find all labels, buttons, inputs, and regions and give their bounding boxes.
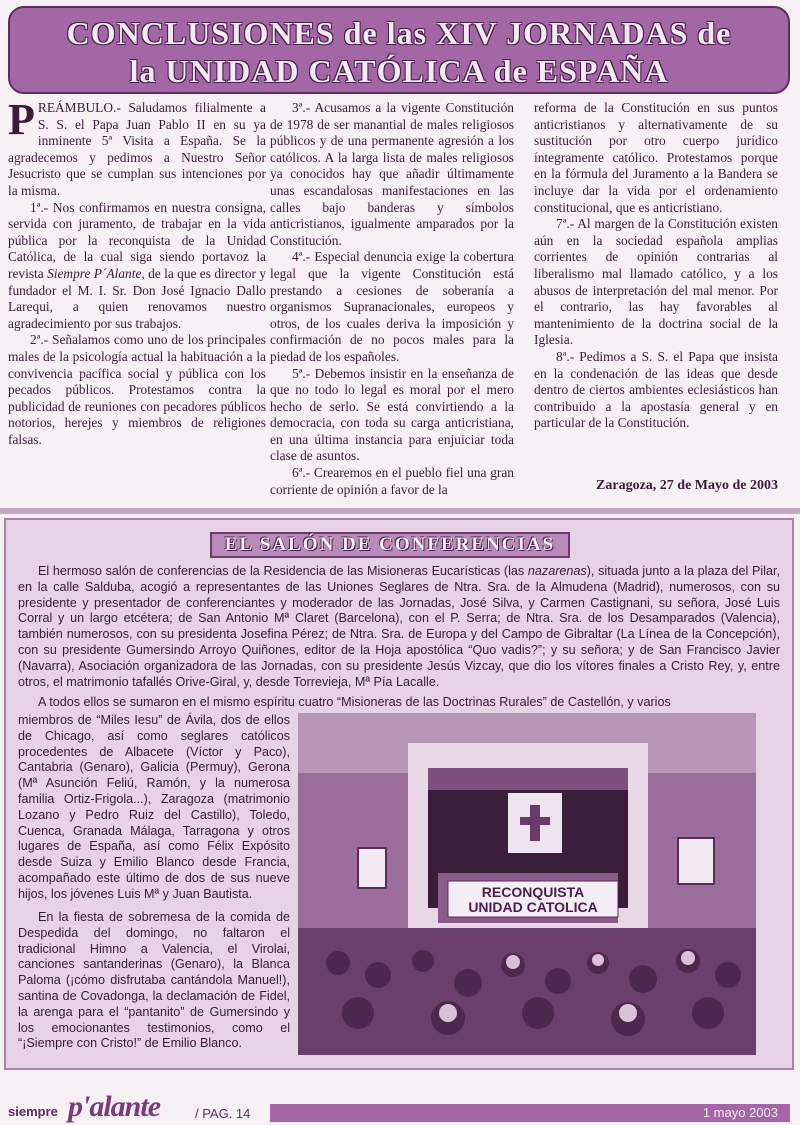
conclusion-2: 2ª.- Señalamos como uno de los principales males de la psicología actual la habituación a la convivencia pacífica social y pública con los pecados públicos. Protestamos contra la publicidad de reuniones con pecadores públicos notorios, herejes y miembros de religiones falsas. bbox=[8, 332, 266, 447]
salon-paragraph-2-lead: A todos ellos se sumaron en el mismo espíritu cuatro “Misioneras de las Doctrinas Rurales” de Castellón, y varios bbox=[38, 695, 671, 709]
article-column-2 bbox=[270, 100, 514, 498]
banner-text-1: RECONQUISTA bbox=[481, 884, 585, 900]
conclusion-4: 4ª.- Especial denuncia exige la cobertura legal que la vigente Constitución está prestando a cesiones de soberanía a organismos Supranacionales, europeos y otros, de los cuales deriva la imposición y confirmación de no pocos males para la piedad de los españoles. bbox=[270, 249, 514, 364]
preamble-paragraph: PREÁMBULO.- Saludamos filialmente a S. S. el Papa Juan Pablo II en su ya inminente 5ª Visita a España. Se la agradecemos y pedimos a Nuestro Señor Jesucristo que se cumplan sus intenciones por la misma. bbox=[8, 95, 266, 198]
headline-line-2: la UNIDAD CATÓLICA de ESPAÑA bbox=[129, 53, 669, 89]
salon-paragraph-2-cont: miembros de “Miles Iesu” de Ávila, dos de ellos de Chicago, así como seglares católicos procedentes de Albacete (Víctor y Paco), Cantabria (Genaro), Galicia (Permuy), Gerona (Mª Asunción Feliú, Ramón, y la numerosa familia Ortiz-Frigola...), Zaragoza (matrimonio Lozano y Pedro Ruiz del Castillo), Toledo, Cuenca, Granada Málaga, Tarragona y otros lugares de España, así como Félix Expósito desde Suiza y Emilio Blanco desde Francia, acompañado este último de dos de sus nueve hijos, los jóvenes Luis Mª y Juan Bautista. bbox=[18, 713, 290, 901]
conclusion-6-start: 6ª.- Crearemos en el pueblo fiel una gran corriente de opinión a favor de la bbox=[270, 465, 514, 497]
conclusion-3: 3ª.- Acusamos a la vigente Constitución de 1978 de ser manantial de males religiosos públicos y de una permanente agresión a los católicos. A la larga lista de males religiosos ya conocidos hay que añadir últimamente unas escandalosas manifestaciones en las calles bajo banderas y símbolos anticristianos, igualmente amparados por la Constitución. bbox=[270, 100, 514, 248]
headline-line-1: CONCLUSIONES de las XIV JORNADAS de bbox=[66, 15, 732, 51]
headline-banner bbox=[8, 6, 790, 94]
banner-text-2: UNIDAD CATOLICA bbox=[468, 899, 598, 915]
conclusion-5: 5ª.- Debemos insistir en la enseñanza de que no todo lo legal es moral por el mero hecho de serlo. Se está convirtiendo a la democracia, con toda su carga anticristiana, en una última instancia para enjuiciar toda clase de asuntos. bbox=[270, 365, 514, 464]
brand-small-text: siempre bbox=[8, 1104, 58, 1119]
drop-cap: P bbox=[8, 95, 35, 144]
salon-section-title: EL SALÓN DE CONFERENCIAS bbox=[210, 532, 570, 558]
article-signature: Zaragoza, 27 de Mayo de 2003 bbox=[596, 478, 778, 493]
conference-hall-photo bbox=[298, 713, 756, 1055]
salon-paragraph-3: En la fiesta de sobremesa de la comida de Despedida del domingo, no faltaron el tradicional Himno a Valencia, el Virolai, canciones santanderinas (Genaro), la Blanca Paloma (¡cómo disfrutaba cantándola Manuel!), santina de Covadonga, la declamación de Fidel, la arenga para el “pantanito” de Gumersindo y los emocionantes testimonios, como el “¡Siempre con Cristo!” de Emilio Blanco. bbox=[18, 910, 290, 1051]
conclusion-7: 7ª.- Al margen de la Constitución existen aún en la sociedad española amplias corrientes de opinión contrarias al liberalismo mal llamado católico, y a los abusos de interpretación del mal menor. Por el contrario, las hay favorables al mantenimiento de la doctrina social de la Iglesia. bbox=[534, 216, 778, 348]
section-divider bbox=[0, 508, 800, 514]
article-column-3 bbox=[534, 100, 778, 432]
salon-paragraph-1: El hermoso salón de conferencias de la Residencia de las Misioneras Eucarísticas (las nazarenas), situada junto a la plaza del Pilar, en la calle Salduba, acogió a representantes de las Uniones Seglares de Ntra. Sra. de la Almudena (Madrid), numerosos, con su presidente y presentador de conferenciantes y moderador de las Jornadas, José Silva, y Carmen Castignani, su señora, José Luis Corral y un largo etcétera; de San Antonio Mª Claret (Barcelona), con el P. Serra; de Ntra. Sra. de los Desamparados (Valencia), también numerosos, con su presidenta Josefina Pérez; de Ntra. Sra. de Europa y del Campo de Gibraltar (La Línea de la Concepción), con su presidente Gumersindo Arroyo Quiñones, editor de la Hoja apostólica “Quo vadis?”; y su señora; y de San Francisco Javier (Navarra), Asociación organizadora de las Jornadas, con su presidente Jesús Vizcay, que dio los vítores finales a Cristo Rey, y, entre otros, el matrimonio tafallés Orive-Giral, y, desde Torrevieja, Mª Pía Lacalle. bbox=[18, 564, 780, 689]
article-column-1 bbox=[8, 95, 267, 448]
brand-logo-text: p'alante bbox=[68, 1090, 161, 1123]
conclusion-1: 1ª.- Nos confirmamos en nuestra consigna, servida con juramento, de trabajar en la vida pública por la reconquista de la Unidad Católica, de la cual siga siendo portavoz la revista Siempre P´Alante, de la que es director y fundador el M. I. Sr. Don José Ignacio Dallo Larequi, a quien renovamos nuestro agradecimiento por sus trabajos. bbox=[8, 199, 267, 331]
page-number: / PAG. 14 bbox=[195, 1106, 251, 1121]
footer-date: 1 mayo 2003 bbox=[702, 1105, 778, 1120]
conclusion-8: 8ª.- Pedimos a S. S. el Papa que insista en la condenación de las ideas que desde dentro de ciertos ambientes eclesiásticos han contribuido a la apostasía general y en particular de la Constitución. bbox=[534, 348, 778, 431]
conclusion-6-end: reforma de la Constitución en sus puntos anticristianos y alternativamente de su sustitución por otro cuerpo jurídico íntegramente católico. Protestamos porque en la fórmula del Juramento a la Bandera se incluye dar la vida por el ordenamiento constitucional, que es anticristiano. bbox=[534, 100, 778, 215]
